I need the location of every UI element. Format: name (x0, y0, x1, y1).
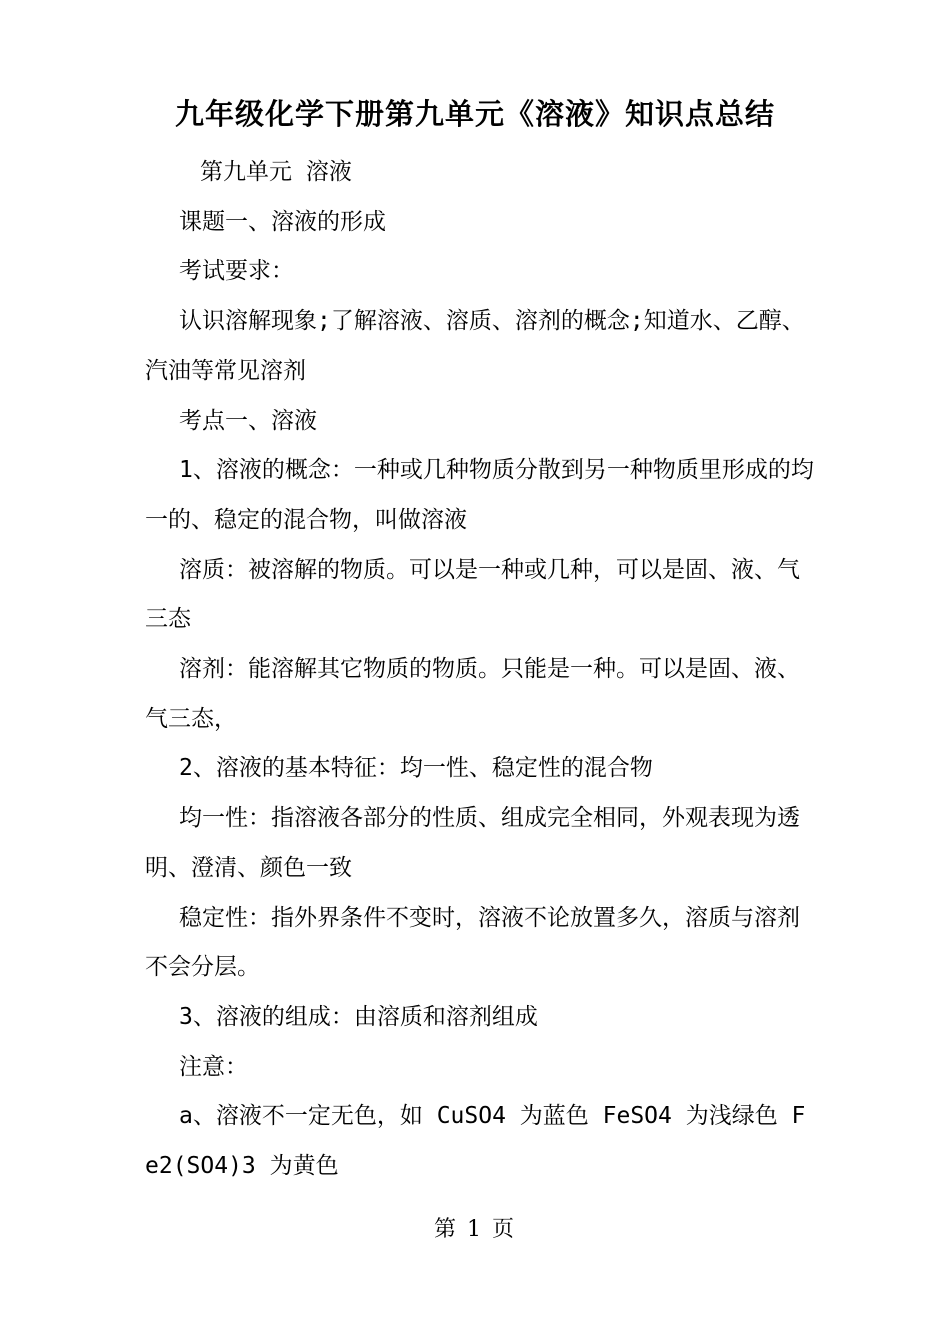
solute-definition: 溶质：被溶解的物质。可以是一种或几种，可以是固、液、气三态 (145, 556, 800, 633)
stability-text: 稳定性：指外界条件不变时，溶液不论放置多久，溶质与溶剂不会分层。 (145, 904, 800, 981)
page-number: 第 1 页 (434, 1217, 516, 1242)
solvent-definition: 溶剂：能溶解其它物质的物质。只能是一种。可以是固、液、气三态， (145, 656, 800, 732)
section-heading: 第九单元 溶液 (200, 159, 352, 185)
exam-requirements-label: 考试要求： (179, 258, 294, 285)
document-title: 九年级化学下册第九单元《溶液》知识点总结 (174, 97, 775, 131)
uniformity-text: 均一性：指溶液各部分的性质、组成完全相同，外观表现为透明、澄清、颜色一致 (145, 805, 800, 881)
note-a-text: a、溶液不一定无色，如 CuSO4 为蓝色 FeSO4 为浅绿色 Fe2(SO4)3 为黄色 (145, 1103, 806, 1180)
solution-composition: 3、溶液的组成：由溶质和溶剂组成 (179, 1003, 538, 1030)
document-body (145, 148, 815, 1192)
solution-definition: 1、溶液的概念：一种或几种物质分散到另一种物质里形成的均一的、稳定的混合物，叫做溶液 (145, 457, 814, 533)
lesson-heading: 课题一、溶液的形成 (179, 208, 386, 235)
topic-heading: 考点一、溶液 (179, 407, 317, 434)
solution-features: 2、溶液的基本特征：均一性、稳定性的混合物 (179, 755, 653, 782)
note-label: 注意： (179, 1053, 248, 1080)
exam-requirements-text: 认识溶解现象;了解溶液、溶质、溶剂的概念;知道水、乙醇、汽油等常见溶剂 (145, 308, 805, 384)
